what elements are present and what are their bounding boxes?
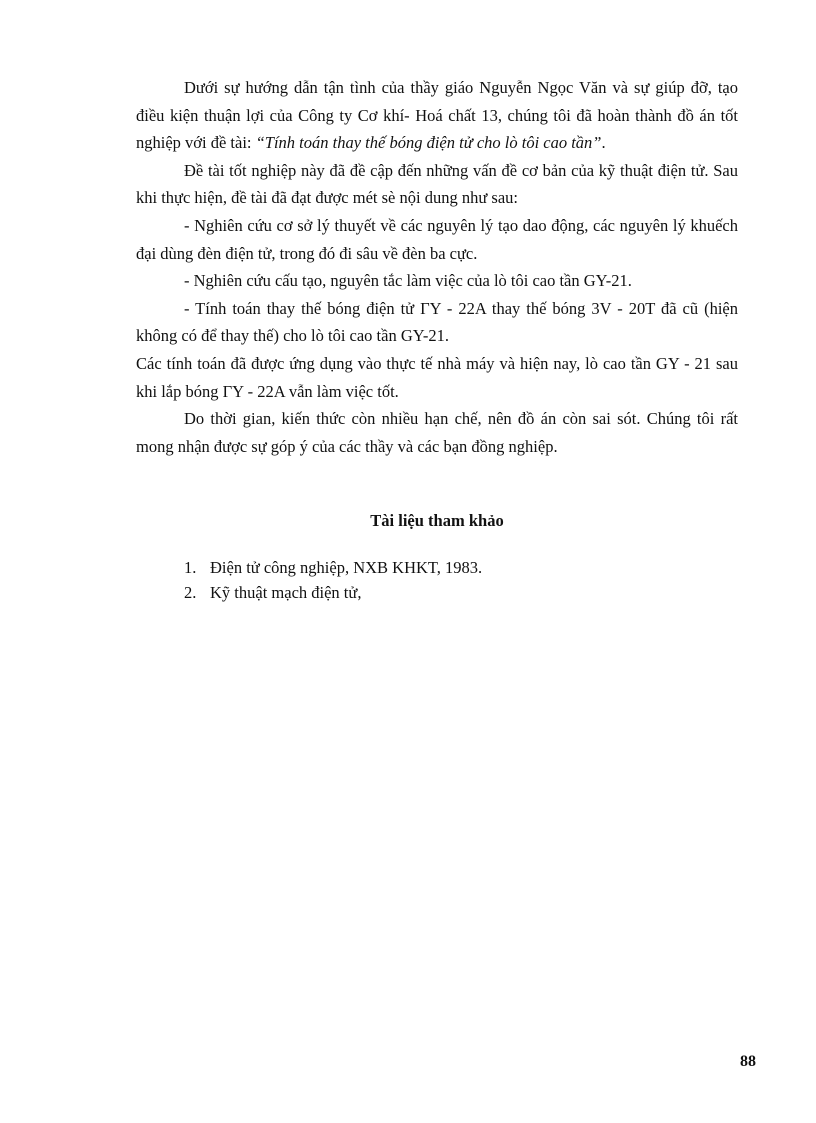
reference-text: Điện tử công nghiệp, NXB KHKT, 1983. bbox=[210, 557, 483, 577]
references-heading: Tài liệu tham khảo bbox=[370, 511, 504, 531]
main-content bbox=[136, 74, 738, 605]
paragraph-summary: Đề tài tốt nghiệp này đã đề cập đến những vấn đề cơ bản của kỹ thuật điện tử. Sau khi thực hiện, đề tài đã đạt được mét sè nội dung như sau: bbox=[136, 160, 738, 208]
paragraph-acknowledgement-end: . bbox=[601, 133, 606, 153]
paragraph-application: Các tính toán đã được ứng dụng vào thực tế nhà máy và hiện nay, lò cao tần GY - 21 sau khi lắp bóng ΓY - 22A vẫn làm việc tốt. bbox=[136, 353, 738, 401]
reference-item bbox=[184, 555, 738, 580]
reference-text: Kỹ thuật mạch điện tử, bbox=[210, 582, 362, 602]
reference-number: 1. bbox=[184, 557, 197, 577]
reference-number: 2. bbox=[184, 582, 197, 602]
thesis-title: “Tính toán thay thế bóng điện tử cho lò tôi cao tần” bbox=[255, 133, 602, 153]
paragraph-research-theory: - Nghiên cứu cơ sở lý thuyết về các nguyên lý tạo dao động, các nguyên lý khuếch đại dùng đèn điện tử, trong đó đi sâu về đèn ba cực. bbox=[136, 215, 738, 263]
paragraph-acknowledgement-text: Dưới sự hướng dẫn tận tình của thầy giáo Nguyễn Ngọc Văn và sự giúp đỡ, tạo điều kiện thuận lợi của Công ty Cơ khí- Hoá chất 13, chúng tôi đã hoàn thành đồ án tốt nghiệp với đề tài: bbox=[136, 78, 738, 153]
references-list bbox=[136, 555, 738, 605]
paragraph-calculation: - Tính toán thay thế bóng điện tử ΓY - 22A thay thế bóng 3V - 20T đã cũ (hiện không có để thay thế) cho lò tôi cao tần GY-21. bbox=[136, 298, 738, 346]
page-number: 88 bbox=[740, 1053, 756, 1070]
paragraph-closing: Do thời gian, kiến thức còn nhiều hạn chế, nên đồ án còn sai sót. Chúng tôi rất mong nhận được sự góp ý của các thầy và các bạn đồng nghiệp. bbox=[136, 409, 738, 456]
paragraph-research-structure: - Nghiên cứu cấu tạo, nguyên tắc làm việc của lò tôi cao tần GY-21. bbox=[184, 271, 632, 291]
reference-item bbox=[184, 580, 738, 605]
paragraph-acknowledgement bbox=[136, 74, 738, 157]
